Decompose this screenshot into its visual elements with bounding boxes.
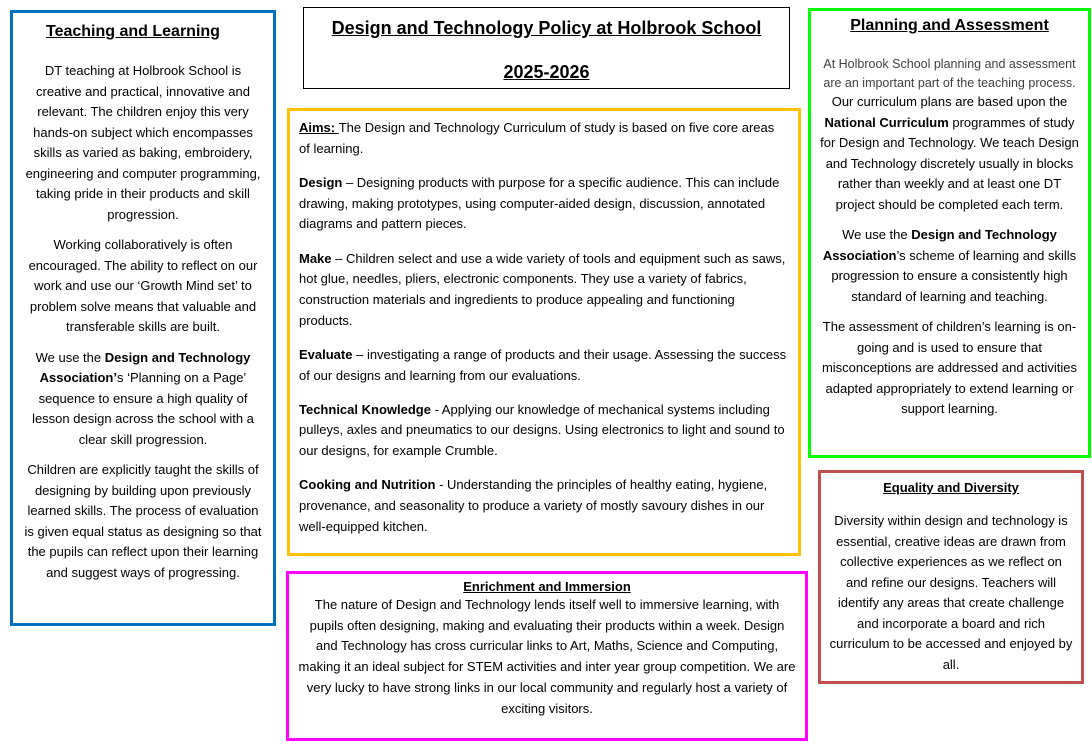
teaching-heading: Teaching and Learning [46,23,220,40]
teaching-p3-post: s ‘Planning on a Page’ sequence to ensure a high quality of lesson design across the school with a clear skill progression. [32,370,254,447]
policy-year: 2025-2026 [503,62,590,82]
aims-intro-text: The Design and Technology Curriculum of study is based on five core areas of learning. [299,120,775,156]
equality-text: Diversity within design and technology is essential, creative ideas are drawn from collective experiences as we reflect on and refine our designs. Teachers will identify any areas that create challenge and incorporate a board and rich curriculum to be accessed and enjoyed by all. [829,513,1073,672]
planning-p3-post: ’s scheme of learning and skills progression to ensure a consistently high standard of learning and teaching. [831,247,1077,304]
aim-text: - Understanding the principles of healthy eating, hygiene, provenance, and seasonality to produce a variety of mostly savoury dishes in our well-equipped kitchen. [299,477,768,534]
aims-panel [287,108,801,556]
planning-p2-pre: Our curriculum plans are based upon the [831,94,1068,109]
enrichment-panel [286,571,808,741]
aim-text: - Applying our knowledge of mechanical systems including pulleys, axles and pneumatics to our designs. Using electronics to light and sound to our designs, for example Crumble. [299,401,785,459]
teaching-and-learning-panel [10,10,276,626]
aim-cooking-nutrition [299,475,788,537]
teaching-paragraph-3 [23,348,263,451]
teaching-paragraph-4: Children are explicitly taught the skills of designing by building upon previously learned skills. The process of evaluation is given equal status as designing so that the pupils can reflect upon their learning and suggest ways of progressing. [24,462,262,580]
planning-p3-pre: We use the [842,227,912,242]
planning-p2-post: programmes of study for Design and Technology. We teach Design and Technology discretely usually in blocks rather than weekly and at least one DT project should be completed each term. [820,114,1079,212]
enrichment-text: The nature of Design and Technology lends itself well to immersive learning, with pupils often designing, making and evaluating their products within a week. Design and Technology has cross curricular links to Art, Maths, Science and Computing, making it an ideal subject for STEM activities and inter year group competition. We are very lucky to have strong links in our local community and regularly host a variety of exciting visitors. [298,597,796,716]
aim-name: Design [299,174,343,190]
aim-name: Technical Knowledge [299,401,431,417]
planning-heading: Planning and Assessment [850,17,1049,34]
enrichment-heading: Enrichment and Immersion [463,579,631,594]
planning-paragraph-1: At Holbrook School planning and assessment are an important part of the teaching process. [823,57,1076,90]
aim-make [299,249,788,332]
planning-paragraph-3 [817,225,1082,307]
equality-and-diversity-panel [818,470,1084,684]
aim-name: Cooking and Nutrition [299,477,436,493]
aim-design [299,173,788,235]
aim-name: Evaluate [299,346,353,362]
teaching-paragraph-2: Working collaboratively is often encouraged. The ability to reflect on our work and use our ‘Growth Mind set’ to problem solve means that valuable and transferable skills are built. [28,237,258,334]
policy-title: Design and Technology Policy at Holbrook School [331,18,762,38]
aim-text: – Designing products with purpose for a specific audience. This can include drawing, making prototypes, using computer-aided design, discussion, annotated diagrams and pattern pieces. [299,174,780,232]
policy-title-box [303,7,790,89]
planning-p2-bold: National Curriculum [824,114,949,130]
aim-evaluate [299,345,788,386]
planning-p3-bold: Design and Technology Association [822,227,1057,263]
aims-intro [299,118,788,159]
planning-and-assessment-panel [808,8,1091,458]
planning-paragraph-4: The assessment of children’s learning is on-going and is used to ensure that misconceptions are addressed and activities adapted appropriately to extend learning or support learning. [821,319,1078,416]
teaching-p3-pre: We use the [35,349,105,365]
planning-paragraph-2 [817,92,1082,215]
equality-heading: Equality and Diversity [883,480,1019,495]
teaching-paragraph-1: DT teaching at Holbrook School is creative and practical, innovative and relevant. The children enjoy this very hands-on subject which encompasses skills as varied as baking, embroidery, engineering and computer programming, taking pride in their products and skill progression. [25,63,261,222]
teaching-p3-bold: Design and Technology Association’ [39,349,251,385]
aim-text: – Children select and use a wide variety of tools and equipment such as saws, hot glue, needles, pliers, electronic components. They use a variety of fabrics, construction materials and ingredients to produce appealing and functioning products. [299,250,786,328]
aim-technical-knowledge [299,400,788,462]
aim-name: Make [299,250,332,266]
aims-label: Aims: [299,120,339,135]
aim-text: – investigating a range of products and their usage. Assessing the success of our designs and learning from our evaluations. [299,346,787,383]
